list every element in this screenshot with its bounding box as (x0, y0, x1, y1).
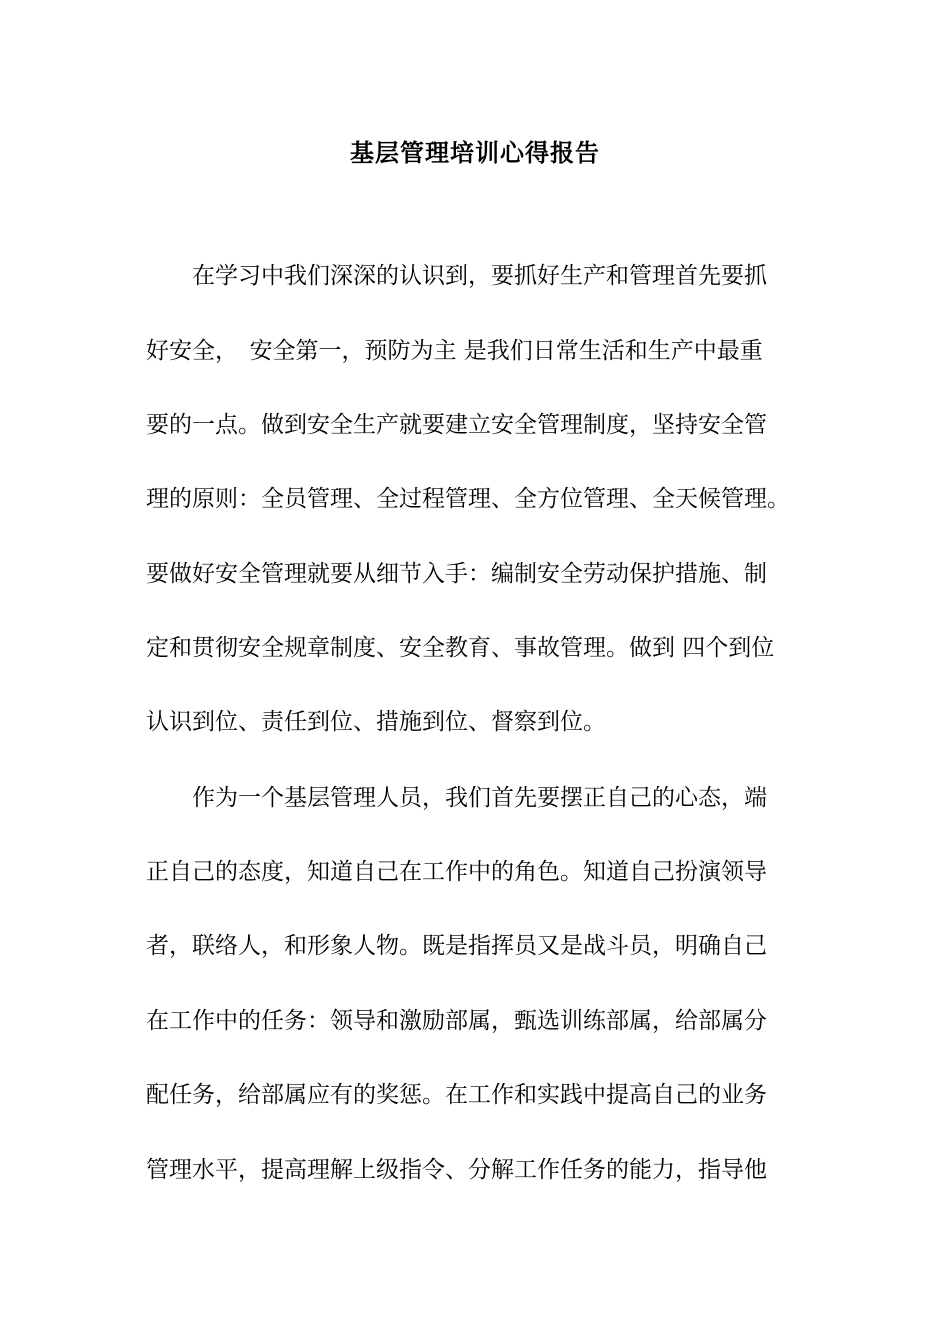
document-title: 基层管理培训心得报告 (350, 138, 600, 167)
body-line: 管理水平，提高理解上级指令、分解工作任务的能力，指导他 (146, 1157, 767, 1183)
body-line: 要做好安全管理就要从细节入手：编制安全劳动保护措施、制 (146, 561, 767, 587)
body-line: 认识到位、责任到位、措施到位、督察到位。 (146, 709, 606, 735)
body-line: 要的一点。做到安全生产就要建立安全管理制度，坚持安全管 (146, 412, 767, 438)
body-line: 作为一个基层管理人员，我们首先要摆正自己的心态，端 (146, 785, 767, 811)
body-line: 者，联络人，和形象人物。既是指挥员又是战斗员，明确自己 (146, 933, 767, 959)
body-line: 好安全， 安全第一，预防为主 是我们日常生活和生产中最重 (146, 338, 763, 364)
body-line: 正自己的态度，知道自己在工作中的角色。知道自己扮演领导 (146, 859, 767, 885)
body-line: 在工作中的任务：领导和激励部属，甄选训练部属，给部属分 (146, 1008, 767, 1034)
body-line: 理的原则：全员管理、全过程管理、全方位管理、全天候管理。 (146, 486, 790, 512)
body-line: 定和贯彻安全规章制度、安全教育、事故管理。做到 四个到位 (146, 635, 775, 661)
body-line: 配任务，给部属应有的奖惩。在工作和实践中提高自己的业务 (146, 1082, 767, 1108)
body-line: 在学习中我们深深的认识到，要抓好生产和管理首先要抓 (146, 263, 767, 289)
